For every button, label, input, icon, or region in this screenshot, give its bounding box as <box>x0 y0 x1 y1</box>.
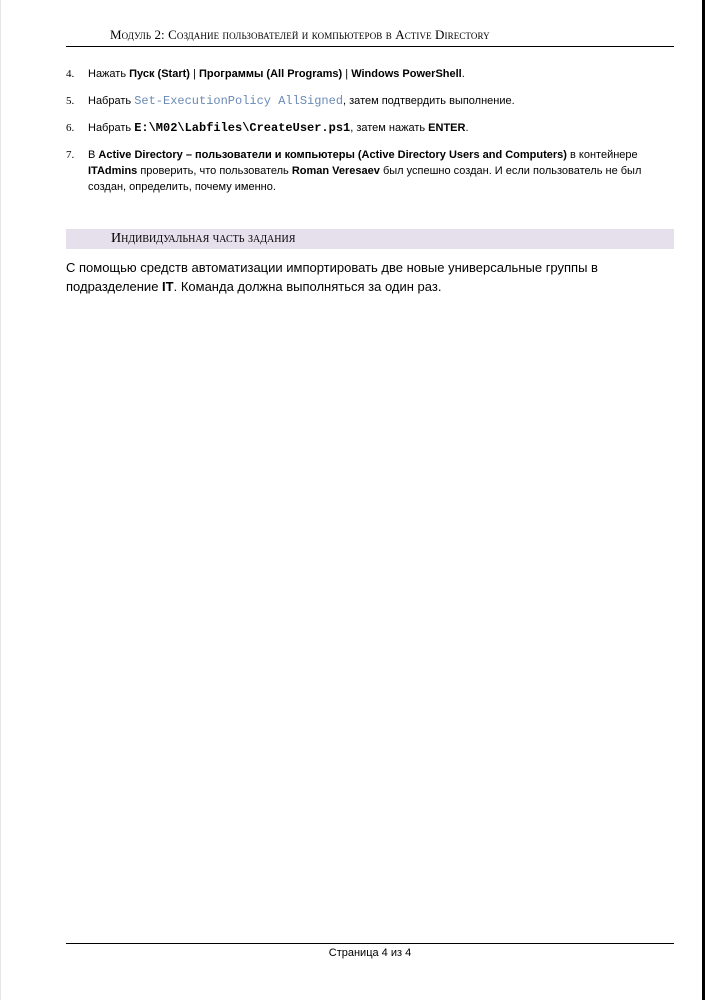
list-item <box>66 93 676 109</box>
list-item <box>66 147 676 195</box>
step-bold-text: Пуск (Start) <box>129 68 190 80</box>
page-edge-left <box>0 0 1 1000</box>
step-text: . <box>465 122 469 134</box>
steps-list <box>66 66 676 206</box>
step-text: в контейнере <box>566 149 638 161</box>
step-text: проверить, что пользователь <box>137 165 292 177</box>
step-text: Нажать <box>88 68 130 80</box>
page-header <box>66 24 674 47</box>
step-bold-text: ENTER <box>428 122 466 134</box>
step-bold-text: Roman Veresaev <box>291 165 380 177</box>
task-text: . Команда должна выполняться за один раз. <box>173 279 442 294</box>
step-text: | <box>189 68 199 80</box>
section-title: Индивидуальная часть задания <box>111 231 296 246</box>
step-text: . <box>461 68 465 80</box>
task-paragraph <box>66 258 666 296</box>
header-title: Модуль 2: Создание пользователей и компьютеров в Active Directory <box>110 27 490 42</box>
list-item <box>66 120 676 136</box>
step-text: Набрать <box>88 122 135 134</box>
step-bold-text: Windows PowerShell <box>351 68 462 80</box>
task-bold-text: IT <box>162 279 174 294</box>
step-text: , затем подтвердить выполнение. <box>343 95 515 107</box>
step-bold-text: Программы (All Programs) <box>198 68 343 80</box>
footer-divider <box>66 943 674 944</box>
step-number: 7. <box>66 149 75 161</box>
step-number: 4. <box>66 68 75 80</box>
step-text: | <box>342 68 352 80</box>
list-item <box>66 66 676 82</box>
page-number: Страница 4 из 4 <box>328 947 412 959</box>
step-text: был успешно создан. И если пользователь не был создан, определить, почему именно. <box>88 165 642 193</box>
section-heading-bar <box>66 229 674 249</box>
step-text: Набрать <box>88 95 135 107</box>
step-number: 5. <box>66 95 75 107</box>
task-text: С помощью средств автоматизации импортировать две новые универсальные группы в подразделение <box>66 260 598 294</box>
step-text: В <box>88 149 99 161</box>
step-text: , затем нажать <box>350 122 429 134</box>
step-code: Set-ExecutionPolicy AllSigned <box>134 94 344 108</box>
step-bold-text: ITAdmins <box>88 165 138 177</box>
step-number: 6. <box>66 122 75 134</box>
step-bold-text: Active Directory – пользователи и компьютеры (Active Directory Users and Computers) <box>98 149 567 161</box>
step-code: E:\M02\Labfiles\CreateUser.ps1 <box>134 121 351 135</box>
